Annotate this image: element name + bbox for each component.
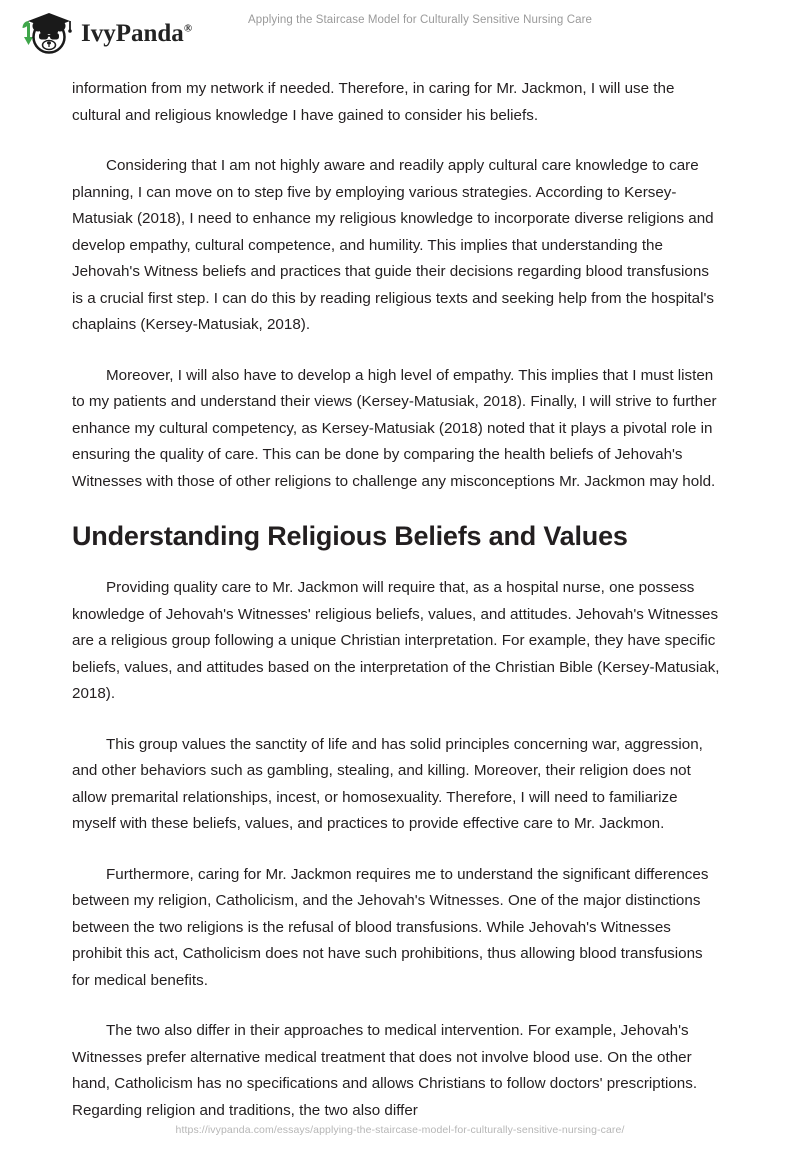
paragraph: The two also differ in their approaches to medical intervention. For example, Jehovah's Witnesses prefer alternative medical treatment that does not involve blood use. On the other hand, Catholicism has no specifications and allows Christians to follow doctors' prescriptions. Regarding religion and traditions, the two also differ <box>72 1022 698 1119</box>
paragraph: information from my network if needed. Therefore, in caring for Mr. Jackmon, I will use the cultural and religious knowledge I have gained to consider his beliefs. <box>72 80 675 124</box>
page-footer <box>0 1120 800 1138</box>
paragraph: Furthermore, caring for Mr. Jackmon requires me to understand the significant differences between my religion, Catholicism, and the Jehovah's Witnesses. One of the major distinctions between the two religions is the refusal of blood transfusions. While Jehovah's Witnesses prohibit this act, Catholicism does not have such prohibitions, thus allowing blood transfusions for medical benefits. <box>72 865 709 989</box>
brand-name-text: IvyPanda <box>81 19 184 47</box>
paragraph: Considering that I am not highly aware and readily apply cultural care knowledge to care planning, I can move on to step five by employing various strategies. According to Kersey-Matusiak (2018), I need to enhance my religious knowledge to incorporate diverse religions and develop empathy, cultural competence, and humility. This implies that understanding the Jehovah's Witness beliefs and practices that guide their decisions regarding blood transfusions is a crucial first step. I can do this by reading religious texts and seeking help from the hospital's chaplains (Kersey-Matusiak, 2018). <box>72 157 714 333</box>
paragraph: Moreover, I will also have to develop a high level of empathy. This implies that I must listen to my patients and understand their views (Kersey-Matusiak, 2018). Finally, I will strive to further enhance my cultural competency, as Kersey-Matusiak (2018) noted that it plays a pivotal role in ensuring the quality of care. This can be done by comparing the health beliefs of Jehovah's Witnesses with those of other religions to challenge any misconceptions Mr. Jackmon may hold. <box>72 366 717 490</box>
section-heading: Understanding Religious Beliefs and Values <box>72 521 628 551</box>
running-head-title: Applying the Staircase Model for Culturally Sensitive Nursing Care <box>247 14 593 26</box>
paragraph: This group values the sanctity of life and has solid principles concerning war, aggression, and other behaviors such as gambling, stealing, and killing. Moreover, their religion does not allow premarital relationships, incest, or homosexuality. Therefore, I will need to familiarize myself with these beliefs, values, and practices to provide effective care to Mr. Jackmon. <box>72 735 703 832</box>
registered-mark: ® <box>183 22 193 35</box>
source-url[interactable]: https://ivypanda.com/essays/applying-the-staircase-model-for-culturally-sensitive-nursing-care/ <box>175 1124 625 1136</box>
page-header <box>0 0 800 62</box>
document-content <box>72 76 720 1148</box>
paragraph: Providing quality care to Mr. Jackmon will require that, as a hospital nurse, one possess knowledge of Jehovah's Witnesses' religious beliefs, values, and attitudes. Jehovah's Witnesses are a religious group following a unique Christian interpretation. For example, they have specific beliefs, values, and attitudes based on the interpretation of the Christian Bible (Kersey-Matusiak, 2018). <box>72 579 720 702</box>
